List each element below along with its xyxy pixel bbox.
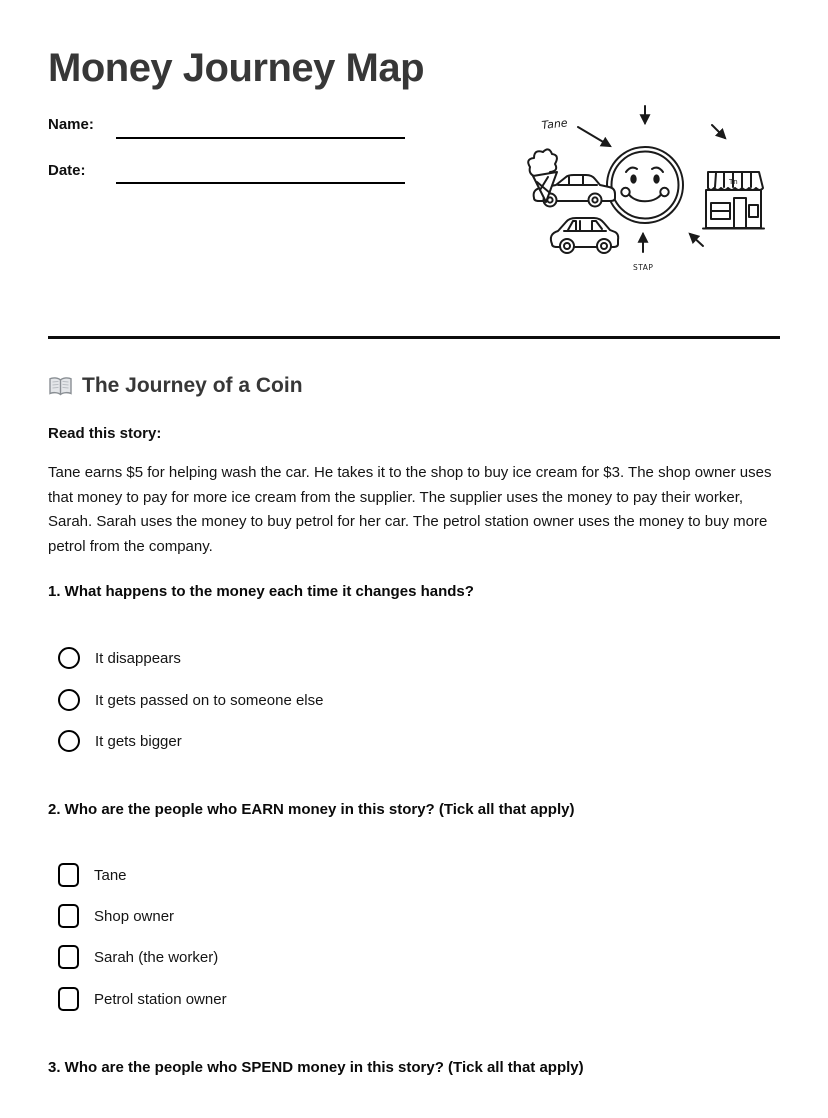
- name-input-line[interactable]: [116, 137, 405, 139]
- page-title: Money Journey Map: [48, 46, 425, 90]
- radio-option-label: It gets passed on to someone else: [95, 691, 324, 709]
- question-1-option-row: [58, 645, 181, 671]
- question-1-label: 1. What happens to the money each time it changes hands?: [48, 583, 474, 600]
- date-label: Date:: [48, 162, 86, 179]
- checkbox-petrol-station-owner[interactable]: [58, 987, 79, 1011]
- question-1-option-row: [58, 728, 182, 754]
- section-heading-text: The Journey of a Coin: [82, 374, 303, 397]
- read-story-label: Read this story:: [48, 425, 162, 442]
- open-book-icon: [48, 376, 73, 397]
- section-heading: [48, 374, 303, 398]
- shop-icon: [703, 172, 764, 229]
- tane-arrow-icon: [578, 127, 610, 146]
- question-2-option-row: [58, 903, 174, 929]
- coin-smiley-icon: [607, 147, 683, 223]
- radio-option-label: It disappears: [95, 649, 181, 667]
- question-2-option-row: [58, 986, 227, 1012]
- checkbox-option-label: Shop owner: [94, 907, 175, 925]
- name-label: Name:: [48, 116, 94, 133]
- svg-text:Tane: Tane: [540, 116, 569, 132]
- question-3-label: 3. Who are the people who SPEND money in this story? (Tick all that apply): [48, 1059, 584, 1076]
- question-1-option-row: [58, 687, 323, 713]
- checkbox-option-label: Sarah (the worker): [94, 948, 219, 966]
- stap-handwritten-label: [633, 263, 653, 272]
- checkbox-option-label: Tane: [94, 866, 127, 884]
- radio-option-label: It gets bigger: [95, 732, 182, 750]
- svg-text:STAP: STAP: [633, 263, 654, 272]
- question-2-option-row: [58, 944, 218, 970]
- radio-it-disappears[interactable]: [58, 647, 80, 669]
- section-divider: [48, 336, 780, 339]
- date-input-line[interactable]: [116, 182, 405, 184]
- checkbox-option-label: Petrol station owner: [94, 990, 227, 1008]
- checkbox-sarah[interactable]: [58, 945, 79, 969]
- question-2-label: 2. Who are the people who EARN money in this story? (Tick all that apply): [48, 801, 575, 818]
- tane-handwritten-label: [541, 116, 568, 132]
- radio-it-gets-passed-on[interactable]: [58, 689, 80, 711]
- question-2-option-row: [58, 862, 127, 888]
- checkbox-tane[interactable]: [58, 863, 79, 887]
- story-paragraph: Tane earns $5 for helping wash the car. He takes it to the shop to buy ice cream for $3. The shop owner uses that money to pay for more ice cream from the supplier. The supplier uses the money to pay their worker, Sarah. Sarah uses the money to buy petrol for her car. The petrol station owner uses the money to buy more petrol from the company.: [48, 464, 772, 555]
- radio-it-gets-bigger[interactable]: [58, 730, 80, 752]
- checkbox-shop-owner[interactable]: [58, 904, 79, 928]
- car-icon: [551, 218, 618, 253]
- arrow-down-right-icon: [712, 125, 725, 138]
- svg-text:Tn: Tn: [729, 178, 738, 186]
- arrow-up-left-icon: [690, 234, 703, 246]
- money-journey-illustration: [520, 98, 772, 280]
